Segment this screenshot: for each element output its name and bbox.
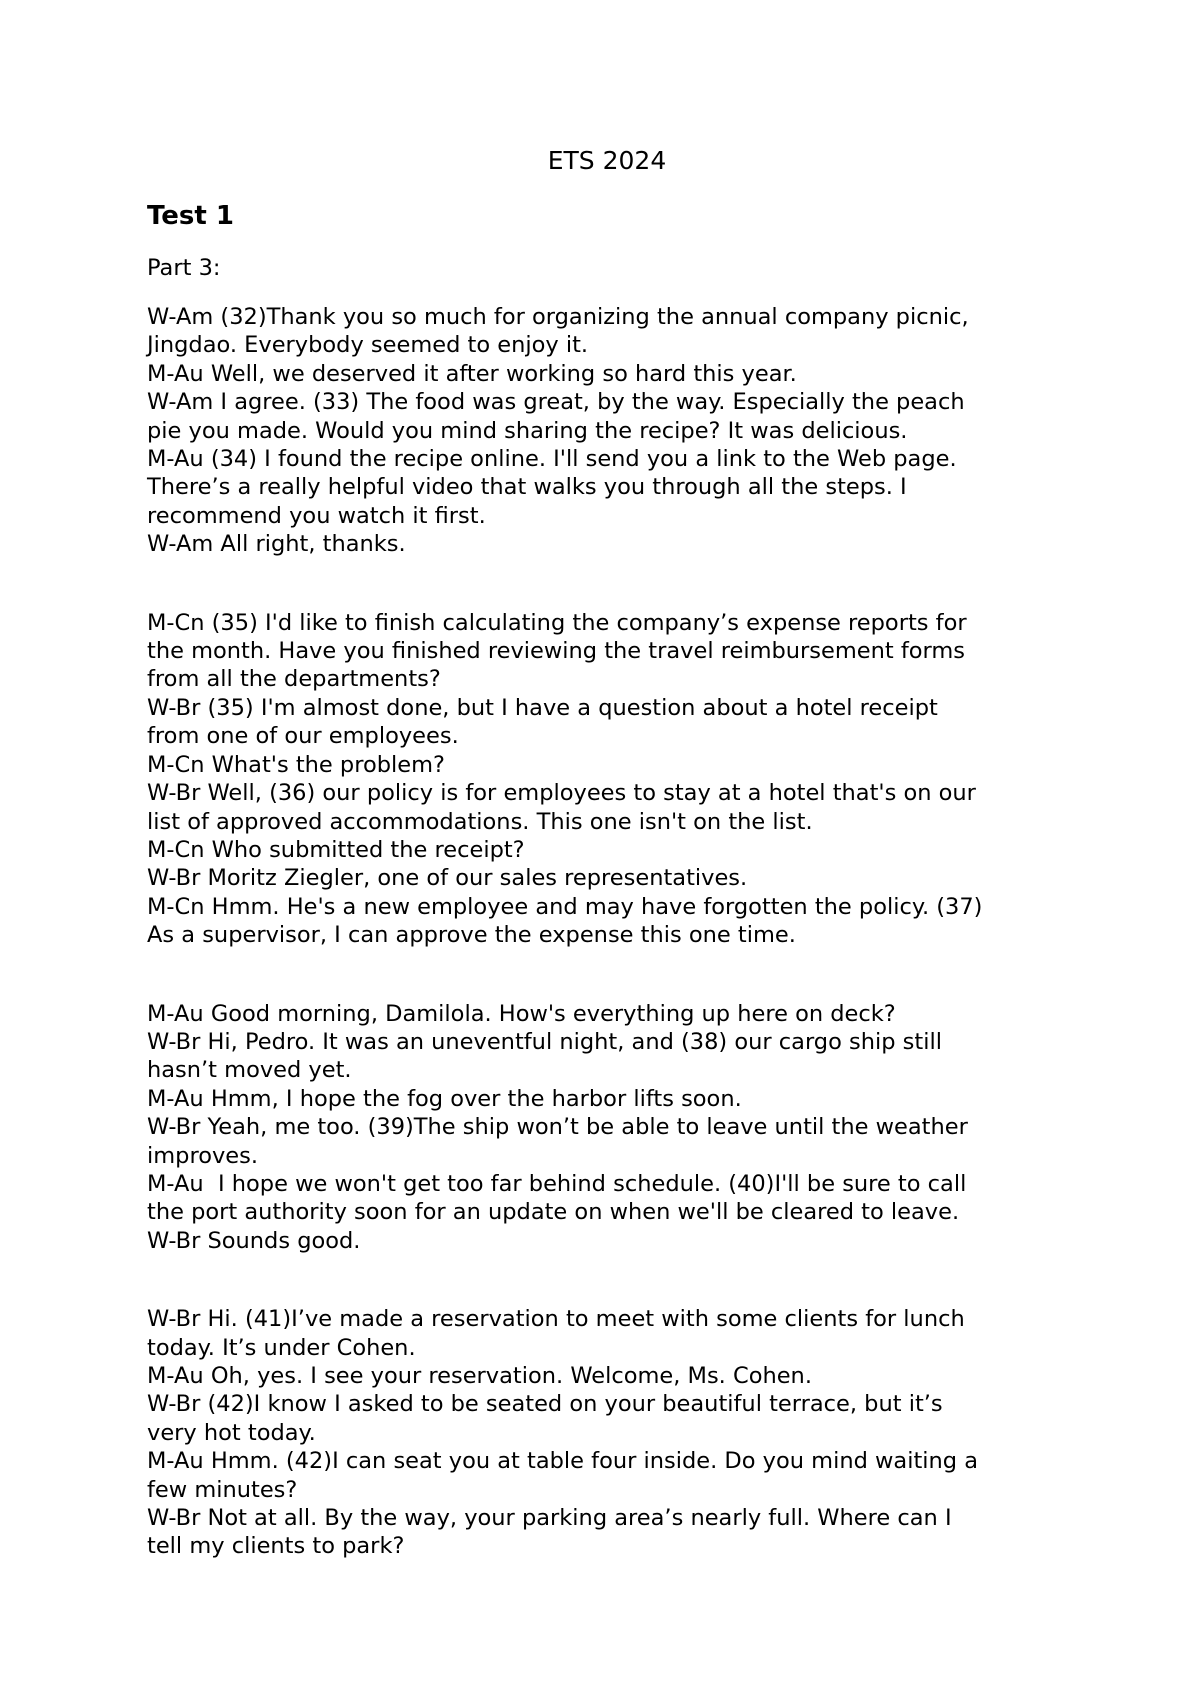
transcript-line: W-Br Moritz Ziegler, one of our sales representatives. [147,865,748,892]
transcript-line: M-Au Well, we deserved it after working so hard this year. [147,360,797,387]
transcript-line: W-Br Hi. (41)I’ve made a reservation to meet with some clients for lunch [147,1306,965,1333]
transcript-line: M-Cn What's the problem? [147,751,445,778]
transcript-line: M-Cn Hmm. He's a new employee and may have forgotten the policy. (37) [147,893,983,920]
transcript-line: the port authority soon for an update on when we'll be cleared to leave. [147,1199,960,1226]
transcript-line: W-Br Sounds good. [147,1227,361,1254]
transcript-body [147,303,1067,1611]
transcript-line: few minutes? [147,1476,298,1503]
transcript-line: list of approved accommodations. This one isn't on the list. [147,808,813,835]
transcript-line: tell my clients to park? [147,1533,405,1560]
transcript-line: today. It’s under Cohen. [147,1334,416,1361]
transcript-line: W-Br Yeah, me too. (39)The ship won’t be able to leave until the weather [147,1114,968,1141]
transcript-line: M-Au Oh, yes. I see your reservation. Welcome, Ms. Cohen. [147,1363,812,1389]
transcript-line: W-Br Well, (36) our policy is for employees to stay at a hotel that's on our [147,780,976,807]
test-heading: Test 1 [147,201,234,231]
transcript-line: M-Au Hmm, I hope the fog over the harbor lifts soon. [147,1085,742,1112]
transcript-line: improves. [147,1142,259,1169]
transcript-line: As a supervisor, I can approve the expense this one time. [147,922,796,949]
transcript-line: from one of our employees. [147,723,459,750]
conversation-1 [147,303,1067,559]
transcript-line: M-Cn (35) I'd like to finish calculating the company’s expense reports for [147,609,967,636]
transcript-line: recommend you watch it first. [147,502,486,529]
transcript-line: W-Am I agree. (33) The food was great, by the way. Especially the peach [147,389,965,416]
transcript-line: M-Au I hope we won't get too far behind schedule. (40)I'll be sure to call [147,1170,967,1197]
transcript-line: W-Am (32)Thank you so much for organizing the annual company picnic, [147,304,969,330]
transcript-line: pie you made. Would you mind sharing the recipe? It was delicious. [147,417,908,444]
transcript-line: There’s a really helpful video that walks you through all the steps. I [147,474,907,501]
transcript-line: very hot today. [147,1419,316,1446]
transcript-line: M-Au Good morning, Damilola. How's everything up here on deck? [147,1000,896,1027]
transcript-line: M-Au Hmm. (42)I can seat you at table four inside. Do you mind waiting a [147,1448,979,1475]
transcript-line: Jingdao. Everybody seemed to enjoy it. [147,332,589,359]
transcript-line: W-Am All right, thanks. [147,531,406,558]
transcript-line: W-Br (35) I'm almost done, but I have a question about a hotel receipt [147,694,938,721]
part-label: Part 3: [147,255,221,281]
transcript-line: M-Au (34) I found the recipe online. I'll send you a link to the Web page. [147,446,957,473]
transcript-line: hasn’t moved yet. [147,1057,352,1084]
conversation-2 [147,609,1067,950]
transcript-line: W-Br Hi, Pedro. It was an uneventful night, and (38) our cargo ship still [147,1028,942,1055]
conversation-3 [147,1000,1067,1256]
transcript-line: from all the departments? [147,666,441,693]
document-title: ETS 2024 [547,146,667,175]
conversation-4 [147,1305,1067,1561]
transcript-line: the month. Have you finished reviewing the travel reimbursement forms [147,638,966,665]
transcript-line: W-Br (42)I know I asked to be seated on your beautiful terrace, but it’s [147,1391,943,1418]
transcript-line: W-Br Not at all. By the way, your parking area’s nearly full. Where can I [147,1505,952,1532]
transcript-line: M-Cn Who submitted the receipt? [147,836,525,863]
